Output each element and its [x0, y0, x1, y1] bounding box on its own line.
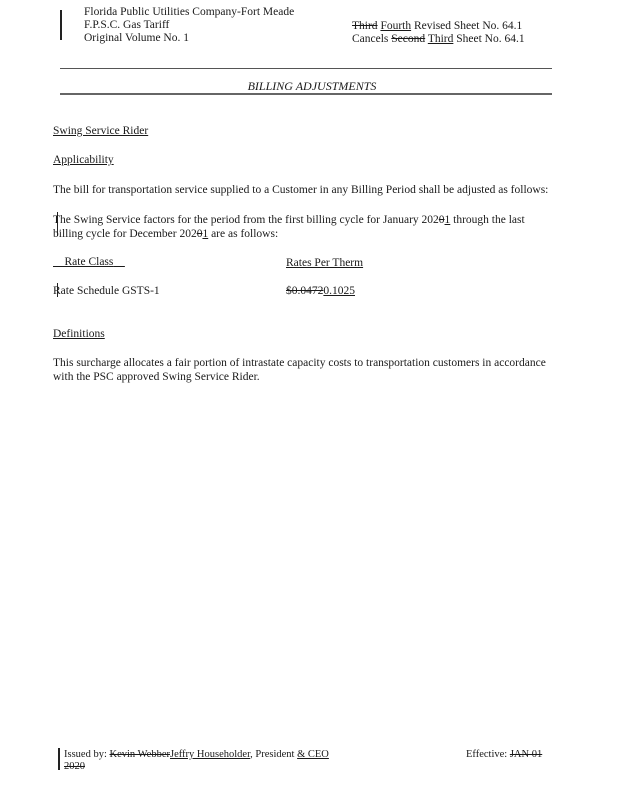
section-title: Swing Service Rider — [53, 125, 149, 137]
issuer-added: Jeffry Householder — [169, 749, 251, 760]
applicability-heading: Applicability — [53, 154, 114, 166]
issuer-title-added: & CEO — [297, 749, 329, 760]
effective-date — [466, 749, 542, 760]
factors-part1: The Swing Service factors for the period from the first billing cycle for January 202 — [53, 214, 439, 226]
cancels-line — [352, 33, 525, 46]
definitions-heading: Definitions — [53, 328, 105, 340]
sheet-rest: Revised Sheet No. 64.1 — [411, 20, 523, 32]
top-rule — [60, 68, 552, 69]
applicability-text: The bill for transportation service supplied to a Customer in any Billing Period shall be adjusted as follows: — [53, 184, 549, 196]
cancels-removed: Second — [391, 33, 426, 45]
revision-bar-header — [60, 10, 62, 40]
issued-year-removed: 2020 — [64, 761, 85, 772]
sheet-number — [352, 20, 525, 33]
cancels-prefix: Cancels — [352, 33, 392, 45]
effective-label: Effective: — [466, 749, 510, 760]
factors-year2-removed: 0 — [196, 228, 203, 240]
company-name: Florida Public Utilities Company-Fort Meade — [84, 6, 295, 18]
issuer-removed: Kevin Webber — [109, 749, 170, 760]
rate-class-value: Rate Schedule GSTS-1 — [53, 285, 160, 297]
factors-part3: are as follows: — [208, 228, 279, 240]
title-rule — [60, 93, 552, 95]
page-title: BILLING ADJUSTMENTS — [247, 79, 377, 93]
tariff-name: F.P.S.C. Gas Tariff — [84, 19, 170, 31]
rate-removed: $0.0472 — [286, 285, 324, 297]
definitions-text: This surcharge allocates a fair portion of intrastate capacity costs to transportation customers in accordance with the PSC approved Swing Service Rider. — [53, 357, 546, 383]
revision-bar-footer — [58, 748, 60, 770]
cancels-added: Third — [427, 33, 454, 45]
factors-part2: through the last billing cycle for December 202 — [53, 214, 525, 240]
header-left — [84, 6, 294, 45]
factors-year1-removed: 0 — [438, 214, 445, 226]
sheet-added: Fourth — [380, 20, 412, 32]
factors-text — [53, 213, 553, 241]
volume-number: Original Volume No. 1 — [84, 32, 189, 44]
rate-value — [286, 285, 355, 297]
factors-year1-added: 1 — [444, 214, 451, 226]
cancels-rest: Sheet No. 64.1 — [453, 33, 525, 45]
factors-year2-added: 1 — [202, 228, 209, 240]
header-right — [352, 20, 525, 46]
issued-label: Issued by: — [64, 749, 110, 760]
issued-by — [64, 749, 329, 773]
rate-added: 0.1025 — [323, 285, 355, 297]
issuer-title: , President — [250, 749, 298, 760]
effective-removed: JAN 01 — [509, 749, 543, 760]
rate-class-header: Rate Class — [64, 256, 114, 268]
sheet-removed: Third — [352, 20, 378, 32]
rates-per-therm-header: Rates Per Therm — [286, 257, 364, 269]
